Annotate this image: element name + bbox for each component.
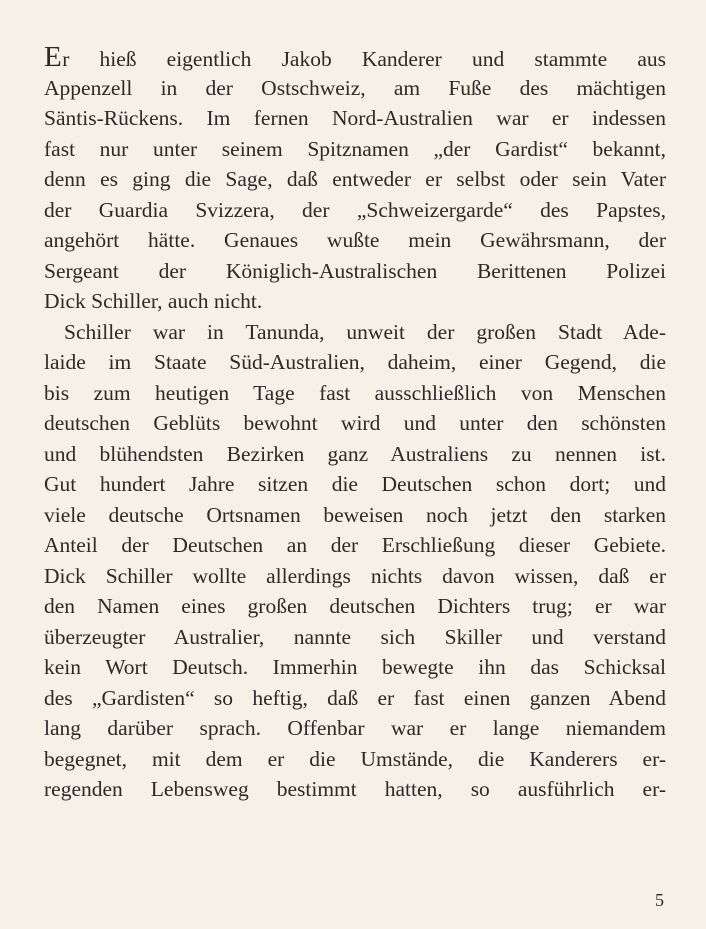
text-line: denn es ging die Sage, daß entweder er selbst oder sein Vater — [44, 167, 666, 191]
text-line: Sergeant der Königlich-Australischen Berittenen Polizei — [44, 258, 666, 283]
text-line: der Guardia Svizzera, der „Schweizergarde“ des Papstes, — [44, 197, 666, 222]
text-line: den Namen eines großen deutschen Dichters trug; er war — [44, 594, 666, 618]
drop-cap: E — [44, 42, 63, 73]
text-line: deutschen Geblüts bewohnt wird und unter den schönsten — [44, 411, 666, 435]
text-line: fast nur unter seinem Spitznamen „der Gardist“ bekannt, — [44, 136, 666, 161]
text-line: Gut hundert Jahre sitzen die Deutschen schon dort; und — [44, 472, 666, 496]
text-line: Säntis-Rückens. Im fernen Nord-Australien war er indessen — [44, 106, 666, 130]
text-line: lang darüber sprach. Offenbar war er lange niemandem — [44, 716, 666, 740]
text-line: Dick Schiller, auch nicht. — [44, 289, 263, 313]
text-line — [44, 42, 666, 73]
text-line: regenden Lebensweg bestimmt hatten, so ausführlich er- — [44, 777, 666, 801]
text-line: und blühendsten Bezirken ganz Australiens zu nennen ist. — [44, 441, 666, 466]
text-line: angehört hätte. Genaues wußte mein Gewährsmann, der — [44, 228, 666, 252]
text-line: des „Gardisten“ so heftig, daß er fast einen ganzen Abend — [44, 685, 666, 710]
text-line: kein Wort Deutsch. Immerhin bewegte ihn das Schicksal — [44, 655, 666, 679]
text-line: viele deutsche Ortsnamen beweisen noch jetzt den starken — [44, 502, 666, 527]
text-line-rest: r hieß eigentlich Jakob Kanderer und stammte aus — [62, 47, 666, 71]
text-line: Anteil der Deutschen an der Erschließung dieser Gebiete. — [44, 533, 666, 557]
text-line: überzeugter Australier, nannte sich Skiller und verstand — [44, 624, 666, 649]
text-line: Schiller war in Tanunda, unweit der großen Stadt Ade- — [64, 319, 666, 344]
text-line: bis zum heutigen Tage fast ausschließlich von Menschen — [44, 380, 666, 405]
text-line: begegnet, mit dem er die Umstände, die Kanderers er- — [44, 746, 666, 771]
page-number: 5 — [655, 890, 664, 910]
text-line: Dick Schiller wollte allerdings nichts davon wissen, daß er — [44, 563, 666, 588]
body-text — [44, 42, 666, 805]
text-line: Appenzell in der Ostschweiz, am Fuße des mächtigen — [44, 75, 666, 100]
text-line: laide im Staate Süd-Australien, daheim, einer Gegend, die — [44, 350, 666, 374]
